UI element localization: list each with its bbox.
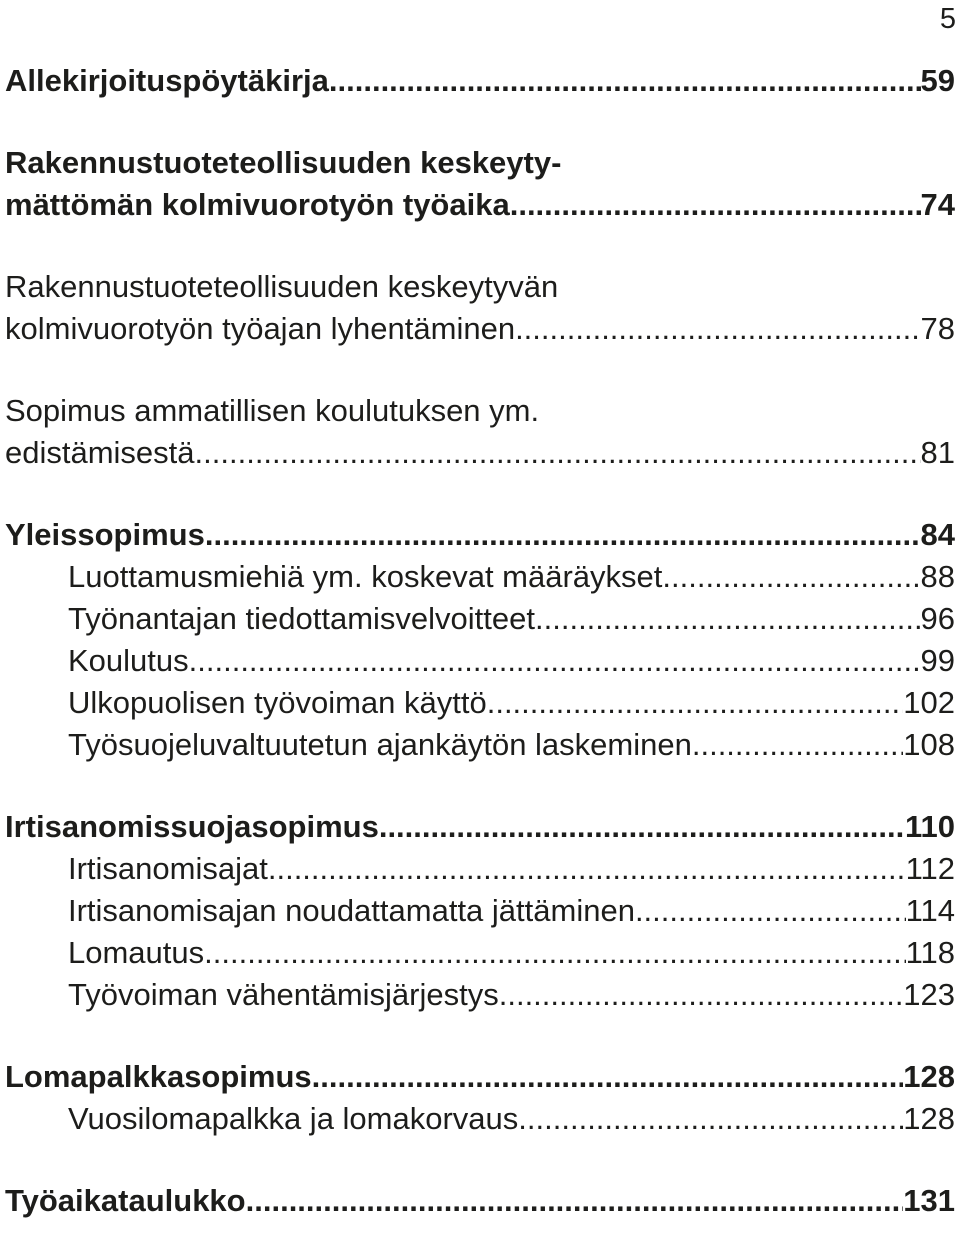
toc-subentry-vahentamisjarjestys (5, 974, 955, 1016)
dot-leader (195, 432, 921, 474)
page-number: 5 (939, 3, 956, 35)
toc-entry-page: 118 (905, 935, 955, 970)
toc-subentry-luottamusmiehia (5, 556, 955, 598)
toc-entry-page: 114 (905, 893, 955, 928)
toc-entry-page: 96 (920, 601, 955, 636)
toc-entry-yleissopimus (5, 514, 955, 556)
toc-entry-page: 128 (903, 1101, 955, 1136)
toc-entry-label: Yleissopimus (5, 517, 205, 552)
dot-leader (692, 724, 903, 766)
toc-entry-koulutuksen-edistamisesta (5, 390, 955, 474)
toc-entry-allekirjoituspoytakirja (5, 60, 955, 102)
toc-entry-label: Irtisanomisajan noudattamatta jättäminen (68, 893, 635, 928)
toc-entry-label-line: Rakennustuoteteollisuuden keskeyty- (5, 145, 562, 180)
dot-leader (499, 974, 904, 1016)
toc-entry-label-line: Sopimus ammatillisen koulutuksen ym. (5, 393, 540, 428)
toc-subentry-lomautus (5, 932, 955, 974)
toc-entry-label: mättömän kolmivuorotyön työaika (5, 187, 510, 222)
dot-leader (635, 890, 906, 932)
dot-leader (662, 556, 920, 598)
toc-entry-label: Lomautus (68, 935, 205, 970)
toc-entry-page: 131 (903, 1183, 955, 1218)
toc-entry-page: 84 (920, 517, 955, 552)
toc-entry-page: 59 (920, 63, 955, 98)
toc-entry-label: Vuosilomapalkka ja lomakorvaus (68, 1101, 519, 1136)
toc-entry-kolmivuorotyon-tyoaika (5, 142, 955, 226)
dot-leader (515, 308, 920, 350)
dot-leader (510, 184, 921, 226)
toc-entry-irtisanomissuojasopimus (5, 806, 955, 848)
dot-leader (312, 1056, 904, 1098)
toc-entry-label: Lomapalkkasopimus (5, 1059, 312, 1094)
toc-entry-tyoaikataulukko (5, 1180, 955, 1222)
dot-leader (379, 806, 905, 848)
dot-leader (268, 848, 906, 890)
dot-leader (189, 640, 921, 682)
toc-entry-label: Allekirjoituspöytäkirja (5, 63, 329, 98)
toc-subentry-ulkopuolisen-tyovoiman (5, 682, 955, 724)
dot-leader (487, 682, 904, 724)
toc-entry-label: kolmivuorotyön työajan lyhentäminen (5, 311, 516, 346)
toc-entry-label: Koulutus (68, 643, 189, 678)
toc-entry-page: 128 (903, 1059, 955, 1094)
toc-entry-label: Työnantajan tiedottamisvelvoitteet (68, 601, 535, 636)
toc-entry-label: Irtisanomisajat (68, 851, 268, 886)
toc-entry-page: 112 (905, 851, 955, 886)
toc-subentry-vuosilomapalkka (5, 1098, 955, 1140)
table-of-contents (5, 60, 955, 1222)
toc-entry-label: Irtisanomissuojasopimus (5, 809, 379, 844)
toc-entry-label: Työsuojeluvaltuutetun ajankäytön laskeminen (68, 727, 692, 762)
toc-entry-label: Ulkopuolisen työvoiman käyttö (68, 685, 487, 720)
toc-entry-page: 78 (920, 311, 955, 346)
toc-entry-label: Työvoiman vähentämisjärjestys (68, 977, 499, 1012)
dot-leader (329, 60, 921, 102)
toc-entry-label: Luottamusmiehiä ym. koskevat määräykset (68, 559, 663, 594)
toc-subentry-irtisanomisajat (5, 848, 955, 890)
toc-entry-page: 88 (920, 559, 955, 594)
toc-entry-page: 74 (920, 187, 955, 222)
toc-subentry-koulutus (5, 640, 955, 682)
toc-subentry-tiedottamisvelvoitteet (5, 598, 955, 640)
dot-leader (205, 514, 921, 556)
dot-leader (204, 932, 905, 974)
dot-leader (246, 1180, 904, 1222)
toc-subentry-noudattamatta-jattaminen (5, 890, 955, 932)
toc-entry-page: 110 (904, 809, 955, 844)
toc-entry-lomapalkkasopimus (5, 1056, 955, 1098)
toc-entry-page: 108 (903, 727, 955, 762)
toc-subentry-tyosuojeluvaltuutettu (5, 724, 955, 766)
toc-entry-page: 102 (903, 685, 955, 720)
toc-entry-label: edistämisestä (5, 435, 195, 470)
toc-entry-page: 99 (920, 643, 955, 678)
dot-leader (518, 1098, 903, 1140)
toc-entry-tyoajan-lyhentaminen (5, 266, 955, 350)
toc-entry-page: 123 (903, 977, 955, 1012)
toc-entry-page: 81 (920, 435, 955, 470)
toc-entry-label-line: Rakennustuoteteollisuuden keskeytyvän (5, 269, 559, 304)
dot-leader (535, 598, 921, 640)
toc-entry-label: Työaikataulukko (5, 1183, 246, 1218)
